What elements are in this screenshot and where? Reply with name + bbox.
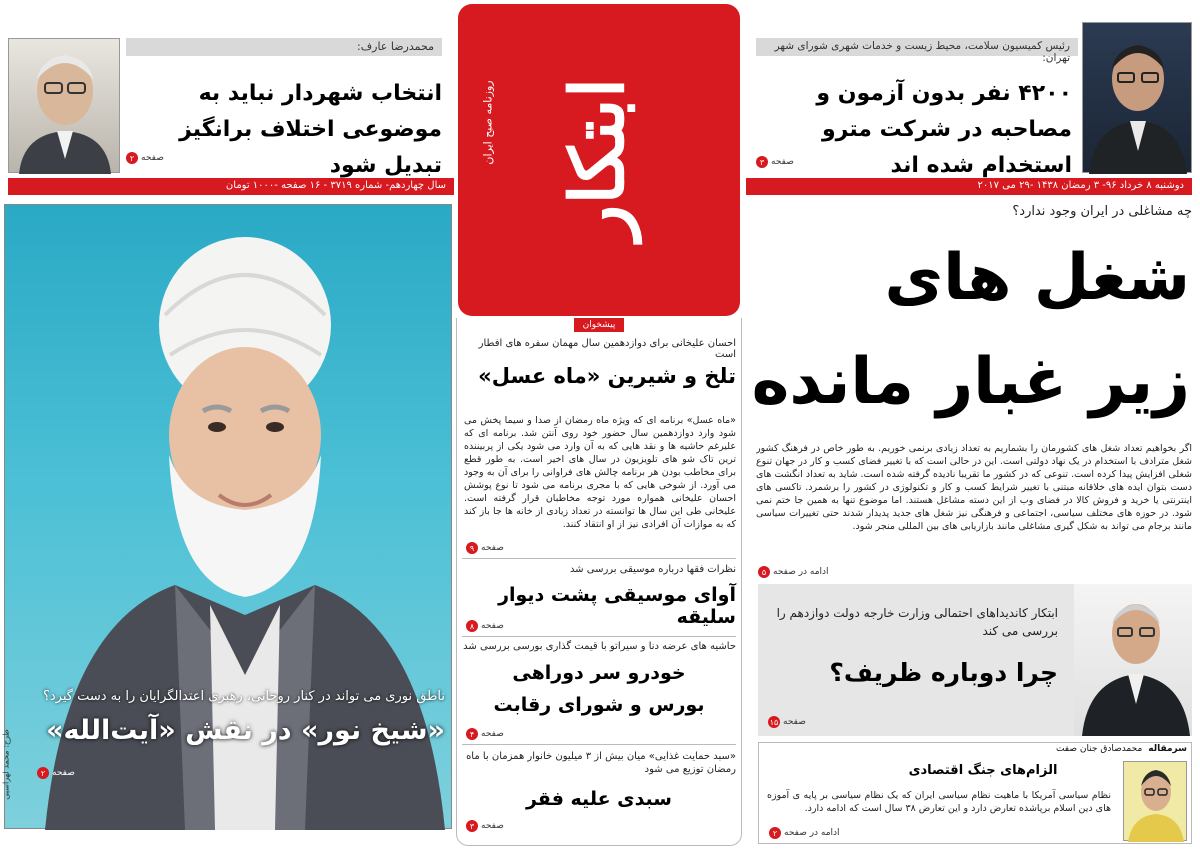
lead-body: اگر بخواهیم تعداد شغل های کشورمان را بشماریم به تعداد زیادی برنمی خوریم. به طور خاص در فرهنگ کشور شغل مترادف با استخدام در یک نهاد دولتی است. این در حالی است که با تغییر فضای کسب و کار در جهان تنوع شغلی افزایش پیدا کرده است. تنوعی که در کشور ما تقریبا نادیده گرفته شده است. شاید به تعداد انگشت های دست بتوان ایده های خلاقانه مبتنی با تغییر شرایط کسب و کار و تکنولوژی در کشور را برشمرد. تاکسی های اینترنتی یا خرید و فروش کالا در فضای وب از این دسته مشاغل هستند. اما موضوع تنها به همین جا ختم نمی شود. در حوزه های مختلف سیاسی، اجتماعی و فرهنگی نیز شغل های جدید پدیدار شدند حتی تغییرات سیاسی مانند برجام می تواند به شکل گیری مشاغلی مانند بازاریابی های بین المللی منجر شود.: [756, 443, 1192, 532]
aref-photo: [8, 38, 120, 173]
page-label: صفحه: [481, 729, 504, 739]
editorial-headline[interactable]: الزام‌های جنگ اقتصادی: [908, 763, 1058, 778]
zarif-headline[interactable]: چرا دوباره ظریف؟: [829, 658, 1058, 687]
lead-kicker: چه مشاغلی در ایران وجود ندارد؟: [1012, 204, 1192, 219]
page-number-badge: ۸: [466, 620, 478, 632]
page-label: صفحه: [481, 821, 504, 831]
official-photo: [1082, 22, 1192, 173]
zarif-story: [758, 584, 1192, 736]
page-label: صفحه: [141, 153, 164, 163]
editorial-continue-ref[interactable]: [769, 827, 840, 839]
page-label: صفحه: [771, 157, 794, 167]
editorial-header: [759, 743, 1193, 757]
page-label: صفحه: [481, 621, 504, 631]
story4-kicker: «سبد حمایت غذایی» میان بیش از ۳ میلیون خانوار همزمان با ماه رمضان توزیع می شود: [466, 751, 736, 775]
masthead: [458, 4, 740, 316]
page-number-badge: ۳: [756, 156, 768, 168]
page-number-badge: ۱۵: [769, 717, 779, 727]
masthead-logo: ابتکار: [555, 77, 641, 241]
story1-kicker: احسان علیخانی برای دوازدهمین سال مهمان سفره های افطار است: [478, 338, 736, 360]
top-right-page-ref[interactable]: [756, 156, 794, 168]
portrait-illustration: [1124, 762, 1188, 842]
lead-story: [750, 204, 1192, 584]
story4-headline[interactable]: سبدی علیه فقر: [525, 788, 672, 810]
zarif-kicker: ابتکار کاندیداهای احتمالی وزارت خارجه دولت دوازدهم را بررسی می کند: [776, 606, 1058, 638]
zarif-photo: [1074, 584, 1192, 736]
continue-label: ادامه در صفحه: [773, 567, 829, 577]
lead-headline-line1[interactable]: شغل های: [884, 241, 1190, 315]
editorial-author-photo: [1123, 761, 1187, 841]
feature-illustration: [1, 204, 452, 829]
date-band: دوشنبه ۸ خرداد ۹۶- ۳ رمضان ۱۴۳۸ -۲۹ می ۲۰۱۷: [746, 178, 1192, 195]
top-left-page-ref[interactable]: [126, 152, 164, 164]
page-number-badge: ۹: [466, 542, 478, 554]
zarif-page-ref[interactable]: [768, 716, 806, 728]
story3-kicker: حاشیه های عرضه دنا و سیراتو با قیمت گذاری بورسی بررسی شد: [463, 641, 736, 652]
editorial-body: نظام سیاسی آمریکا با ماهیت نظام سیاسی ایران که یک نظام سیاسی بر پایه ی آموزه های دین اسلام برپاشده تعارض دارد و این تعارض ۳۸ سال است که ادامه دارد.: [767, 790, 1111, 814]
lead-continue-ref[interactable]: [758, 566, 829, 578]
editorial: [758, 742, 1192, 844]
portrait-illustration: [1074, 584, 1192, 736]
page-number-badge: ۵: [758, 566, 770, 578]
continue-label: ادامه در صفحه: [784, 828, 840, 838]
page-number-badge: ۴: [466, 728, 478, 740]
story3-headline-line1[interactable]: خودرو سر دوراهی: [512, 662, 686, 684]
story1-body: «ماه عسل» برنامه ای که ویژه ماه رمضان از صدا و سیما پخش می شود وارد دوازدهمین سال حضور خود روی آنتن شد. برنامه ای که علیرغم حاشیه ها و نقد هایی که به آن وارد می شود یکی از پربیننده ترین تاک شو های تلویزیون در سال های اخیر است. به طور قطع برای مخاطب بودن هر برنامه چالش های فراوانی را برای آن به وجود می آورد. از شوخی هایی که با مجری برنامه می شود تا نوع پوشش احسان علیخانی همواره مورد توجه مخاطبان قرار گرفته است. علیخانی طی این سال ها توانسته در تعداد زیادی از خانه ها جا باز کند که به موازات آن افرادی نیز از او انتقاد کنند.: [464, 415, 736, 530]
page-number-badge: ۲: [126, 152, 138, 164]
masthead-tagline: روزنامه صبح ایران: [481, 80, 495, 165]
editorial-author: محمدصادق جنان صفت: [1055, 744, 1143, 754]
portrait-illustration: [1083, 23, 1193, 174]
top-right-headline[interactable]: ۴۲۰۰ نفر بدون آزمون و مصاحبه در شرکت مترو استخدام شده اند: [816, 81, 1072, 178]
page-number-badge: ۲: [769, 827, 781, 839]
top-left-story: [8, 38, 442, 178]
editorial-label: سرمقاله: [1148, 744, 1187, 754]
lead-headline-line2[interactable]: زیر غبار مانده: [751, 345, 1190, 419]
page-label: صفحه: [783, 717, 806, 727]
top-right-story: [756, 38, 1192, 178]
page-label: صفحه: [52, 768, 75, 778]
page-label: صفحه: [481, 543, 504, 553]
portrait-illustration: [9, 39, 121, 174]
story2-kicker: نظرات فقها درباره موسیقی بررسی شد: [569, 564, 736, 575]
page-number-badge: ۳: [466, 820, 478, 832]
page-number-badge: ۲: [37, 767, 49, 779]
story2-headline[interactable]: آوای موسیقی پشت دیوار سلیقه: [498, 584, 736, 628]
illustration-credit: طرح: محمد لهراسبی: [1, 729, 11, 800]
pishkhan-tag: پیشخوان: [574, 318, 624, 332]
top-right-byline: رئیس کمیسیون سلامت، محیط زیست و خدمات شهری شورای شهر تهران:: [756, 38, 1078, 56]
feature-page-ref[interactable]: [37, 767, 75, 779]
top-left-byline: محمدرضا عارف:: [126, 38, 442, 56]
issue-info-band: سال چهاردهم- شماره ۳۷۱۹ - ۱۶ صفحه -۱۰۰۰ تومان: [8, 178, 454, 195]
feature-headline[interactable]: «شیخ نور» در نقش «آیت‌الله»: [46, 715, 445, 746]
story1-headline[interactable]: تلخ و شیرین «ماه عسل»: [478, 364, 736, 388]
center-column-border: [456, 318, 742, 846]
story3-headline-line2[interactable]: بورس و شورای رقابت: [493, 694, 705, 716]
feature-kicker: ناطق نوری می تواند در کنار روحانی، رهبری اعتدالگرایان را به دست گیرد؟: [42, 689, 445, 704]
top-left-headline[interactable]: انتخاب شهردار نباید به موضوعی اختلاف برانگیز تبدیل شود: [179, 81, 442, 178]
